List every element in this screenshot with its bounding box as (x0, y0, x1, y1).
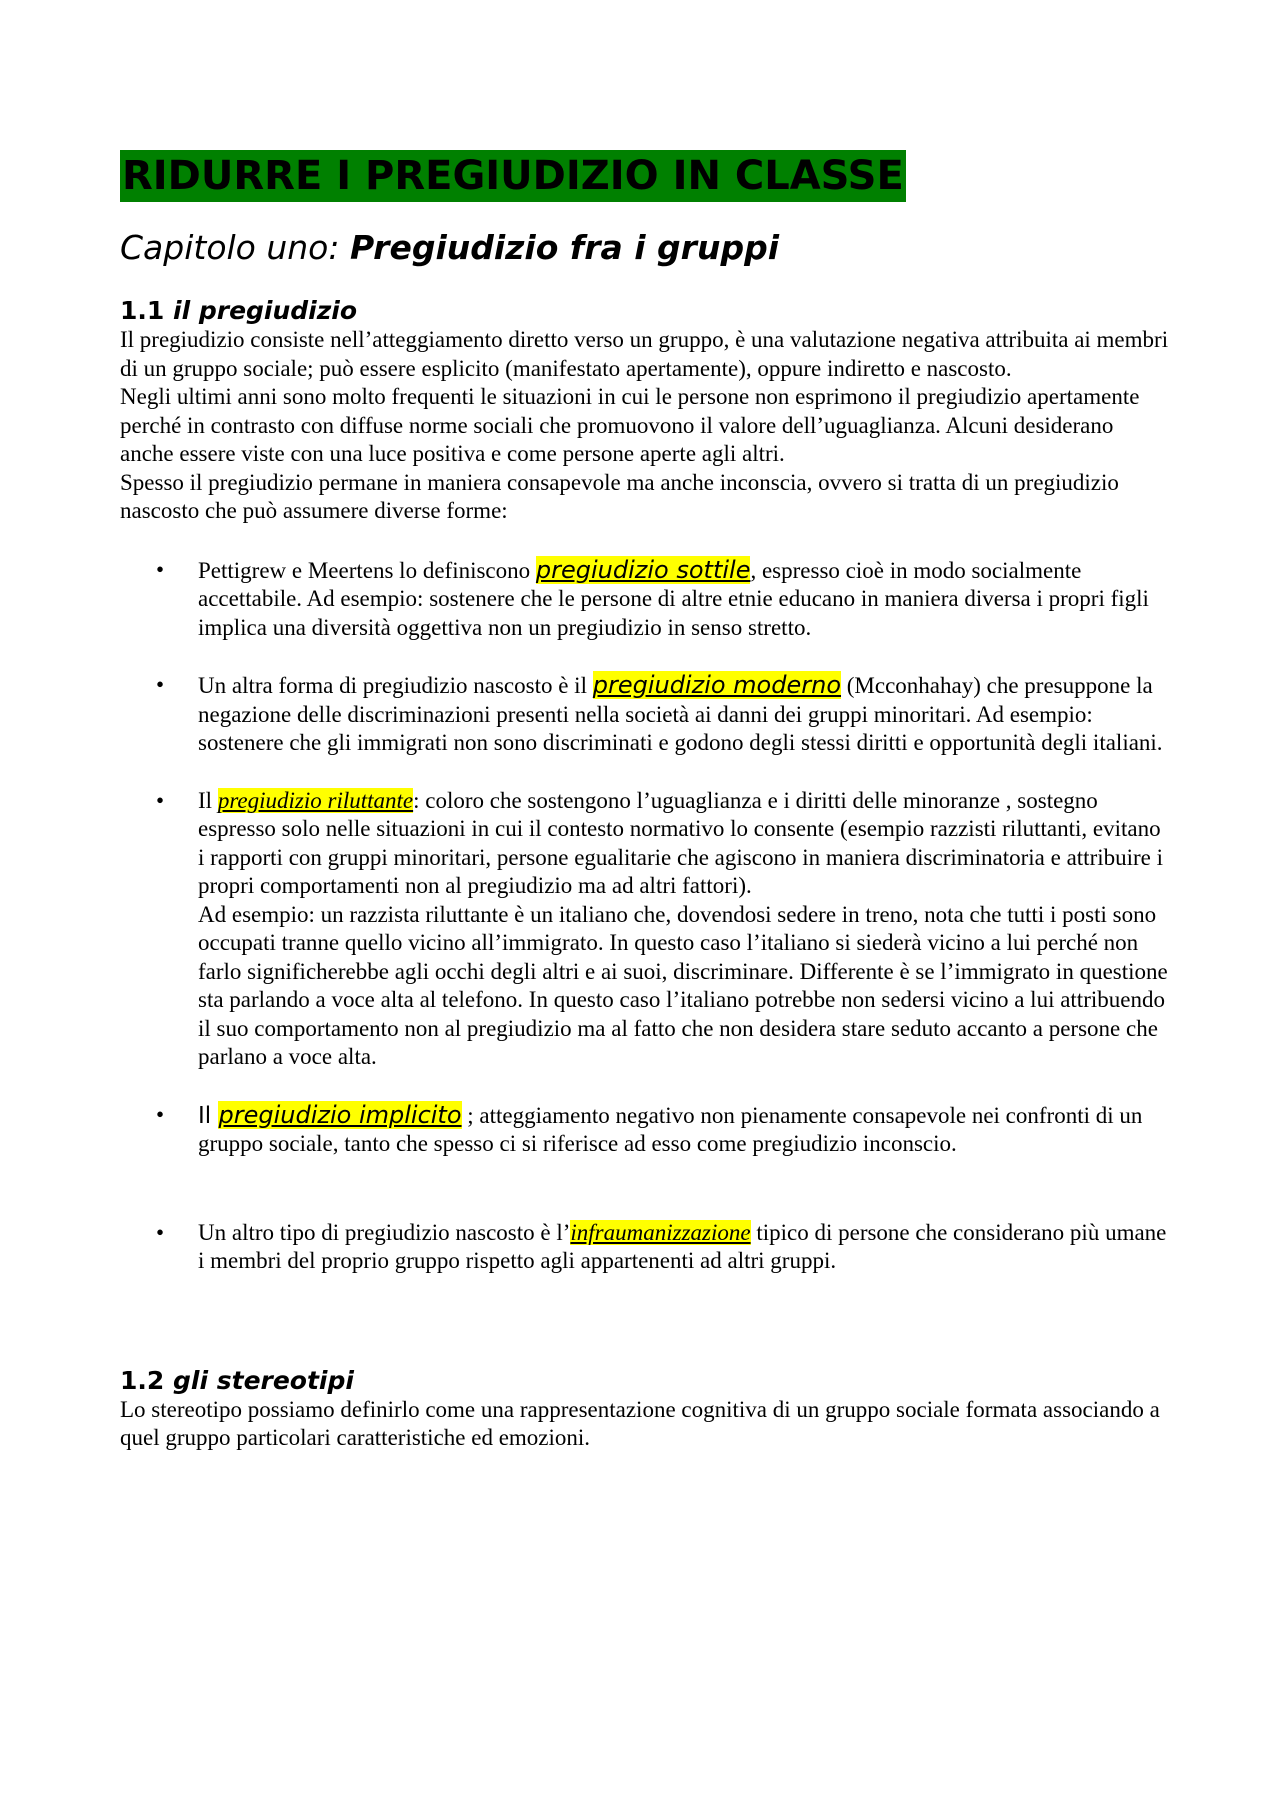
prejudice-forms-list (120, 556, 1170, 1276)
highlighted-term: pregiudizio riluttante (217, 787, 414, 813)
item-example: Ad esempio: un razzista riluttante è un italiano che, dovendosi sedere in treno, nota che tutti i posti sono occupati tranne quello vicino all’immigrato. In questo caso l’italiano si siederà vicino a lui perché non farlo significherebbe agli occhi degli altri e ai suoi, discriminare. Differente è se l’immigrato in questione sta parlando a voce alta al telefono. In questo caso l’italiano potrebbe non sedersi vicino a lui attribuendo il suo comportamento non al pregiudizio ma al fatto che non desidera stare seduto accanto a persone che parlano a voce alta. (198, 901, 1168, 1069)
bullet-marker: • (156, 787, 165, 813)
chapter-title: Pregiudizio fra i gruppi (350, 228, 779, 267)
bullet-marker: • (156, 1219, 165, 1245)
paragraph-norms: Negli ultimi anni sono molto frequenti le situazioni in cui le persone non esprimono il pregiudizio apertamente perché in contrasto con diffuse norme sociali che promuovono il valore dell’uguaglianza. Alcuni desiderano anche essere viste con una luce positiva e come persone aperte agli altri. (120, 384, 1140, 466)
section-heading-2 (120, 1366, 1170, 1396)
highlighted-term: pregiudizio implicito (218, 1100, 462, 1129)
highlighted-term: pregiudizio moderno (592, 671, 842, 699)
list-item (120, 1101, 1170, 1159)
document-page (120, 150, 1170, 1453)
bullet-marker: • (156, 556, 165, 582)
item-text-before: Pettigrew e Meertens lo definiscono (198, 557, 536, 583)
item-text-before: Un altro tipo di pregiudizio nascosto è l’ (198, 1219, 571, 1245)
highlighted-term: pregiudizio sottile (535, 555, 751, 584)
list-item (120, 1219, 1170, 1276)
item-text-after: ; atteggiamento negativo non pienamente consapevole nei confronti di un gruppo sociale, tanto che spesso ci si riferisce ad esso come pregiudizio inconscio. (198, 1102, 1143, 1156)
list-item (120, 556, 1170, 643)
item-text-before: Il (198, 787, 218, 813)
highlighted-term: infraumanizzazione (570, 1219, 751, 1245)
bullet-marker: • (156, 1101, 165, 1127)
item-text-after: , espresso cioè in modo socialmente accettabile. Ad esempio: sostenere che le persone di altre etnie educano in maniera diversa i propri figli implica una diversità oggettiva non un pregiudizio in senso stretto. (198, 557, 1149, 640)
section-title: il pregiudizio (173, 296, 358, 325)
list-item (120, 671, 1170, 758)
section-number: 1.2 (120, 1365, 173, 1395)
item-text-after: (Mcconhahay) che presuppone la negazione delle discriminazioni presenti nella società ai danni dei gruppi minoritari. Ad esempio: sostenere che gli immigrati non sono discriminati e godono degli stessi diritti e opportunità degli italiani. (198, 673, 1163, 755)
item-text-before: Il (198, 1102, 219, 1129)
list-item (120, 787, 1170, 1072)
item-text-after: tipico di persone che considerano più umane i membri del proprio gruppo rispetto agli appartenenti ad altri gruppi. (198, 1219, 1167, 1273)
item-text-before: Un altra forma di pregiudizio nascosto è il (198, 673, 593, 698)
chapter-heading (120, 228, 1170, 268)
section-number: 1.1 (120, 296, 173, 325)
paragraph-definition: Il pregiudizio consiste nell’atteggiamento diretto verso un gruppo, è una valutazione negativa attribuita ai membri di un gruppo sociale; può essere esplicito (manifestato apertamente), oppure indiretto e nascosto. (120, 327, 1169, 381)
bullet-marker: • (156, 672, 165, 697)
paragraph-hidden-forms: Spesso il pregiudizio permane in maniera consapevole ma anche inconscia, ovvero si tratta di un pregiudizio nascosto che può assumere diverse forme: (120, 469, 1119, 523)
item-text-after: : coloro che sostengono l’uguaglianza e i diritti delle minoranze , sostegno espresso solo nelle situazioni in cui il contesto normativo lo consente (esempio razzisti riluttanti, evitano i rapporti con gruppi minoritari, persone egualitarie che agiscono in maniera discriminatoria e attribuire i propri comportamenti non al pregiudizio ma ad altri fattori). (198, 787, 1164, 898)
section-heading-1 (120, 296, 1170, 326)
section-title: gli stereotipi (173, 1365, 354, 1395)
paragraph-stereotype: Lo stereotipo possiamo definirlo come una rappresentazione cognitiva di un gruppo sociale formata associando a quel gruppo particolari caratteristiche ed emozioni. (120, 1396, 1160, 1450)
document-title: RIDURRE I PREGIUDIZIO IN CLASSE (120, 150, 906, 202)
chapter-prefix: Capitolo uno: (120, 228, 350, 267)
